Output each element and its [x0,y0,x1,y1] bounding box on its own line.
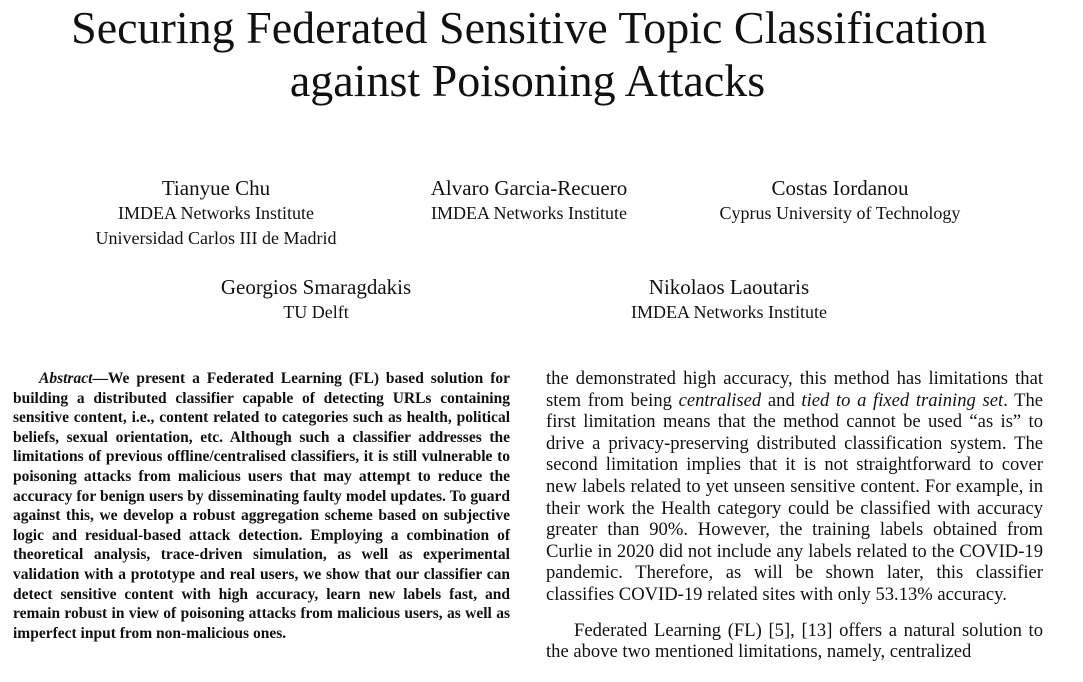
abstract-dash: — [92,370,108,387]
body-emphasis: tied to a fixed training set [801,389,1004,411]
abstract-label: Abstract [39,370,93,387]
abstract [13,369,510,643]
body-paragraph: Federated Learning (FL) [5], [13] offers a natural solution to the above two mentioned limitations, namely, centralized [546,619,1043,663]
body-text: the demonstrated high accuracy, this method has limitations that stem from being [546,368,1043,411]
body-column-right [546,368,1043,663]
body-paragraph [546,368,1043,606]
author-block [379,176,679,226]
author-block [579,275,879,325]
body-text: . The first limitation means that the method cannot be used “as is” to drive a privacy-preserving distributed classification system. The second limitation implies that it is not straightforward to cover new labels related to yet unseen sensitive content. For example, in their work the Health category could be classified with accuracy greater than 90%. However, the training labels obtained from Curlie in 2020 did not include any labels related to the COVID-19 pandemic. Therefore, as will be shown later, this classifier classifies COVID-19 related sites with only 53.13% accuracy. [546,389,1043,605]
author-affiliation: IMDEA Networks Institute [118,203,314,223]
author-name: Alvaro Garcia-Recuero [430,176,628,200]
author-name: Georgios Smaragdakis [220,275,412,299]
author-affiliation: Cyprus University of Technology [719,203,961,223]
author-affiliation: Universidad Carlos III de Madrid [95,228,337,248]
author-name: Costas Iordanou [771,176,909,200]
author-affiliation: IMDEA Networks Institute [431,203,627,223]
author-affiliation: IMDEA Networks Institute [631,302,827,322]
author-block [66,176,366,251]
body-emphasis: centralised [678,389,762,411]
body-text: and [761,389,802,411]
author-name: Tianyue Chu [161,176,271,200]
abstract-paragraph [13,369,510,643]
author-block [690,176,990,226]
paper-title-line-1: Securing Federated Sensitive Topic Classification [71,2,987,53]
paper-title-line-2: against Poisoning Attacks [289,55,766,106]
author-name: Nikolaos Laoutaris [648,275,810,299]
abstract-text: We present a Federated Learning (FL) based solution for building a distributed classifier capable of detecting URLs containing sensitive content, i.e., content related to categories such as health, political beliefs, sexual orientation, etc. Although such a classifier addresses the limitations of previous offline/centralised classifiers, it is still vulnerable to poisoning attacks from malicious users that may attempt to reduce the accuracy for benign users by disseminating faulty model updates. To guard against this, we develop a robust aggregation scheme based on subjective logic and residual-based attack detection. Employing a combination of theoretical analysis, trace-driven simulation, as well as experimental validation with a prototype and real users, we show that our classifier can detect sensitive content with high accuracy, learn new labels fast, and remain robust in view of poisoning attacks from malicious users, as well as imperfect input from non-malicious ones. [13,370,510,642]
author-block [166,275,466,325]
author-affiliation: TU Delft [283,302,349,322]
